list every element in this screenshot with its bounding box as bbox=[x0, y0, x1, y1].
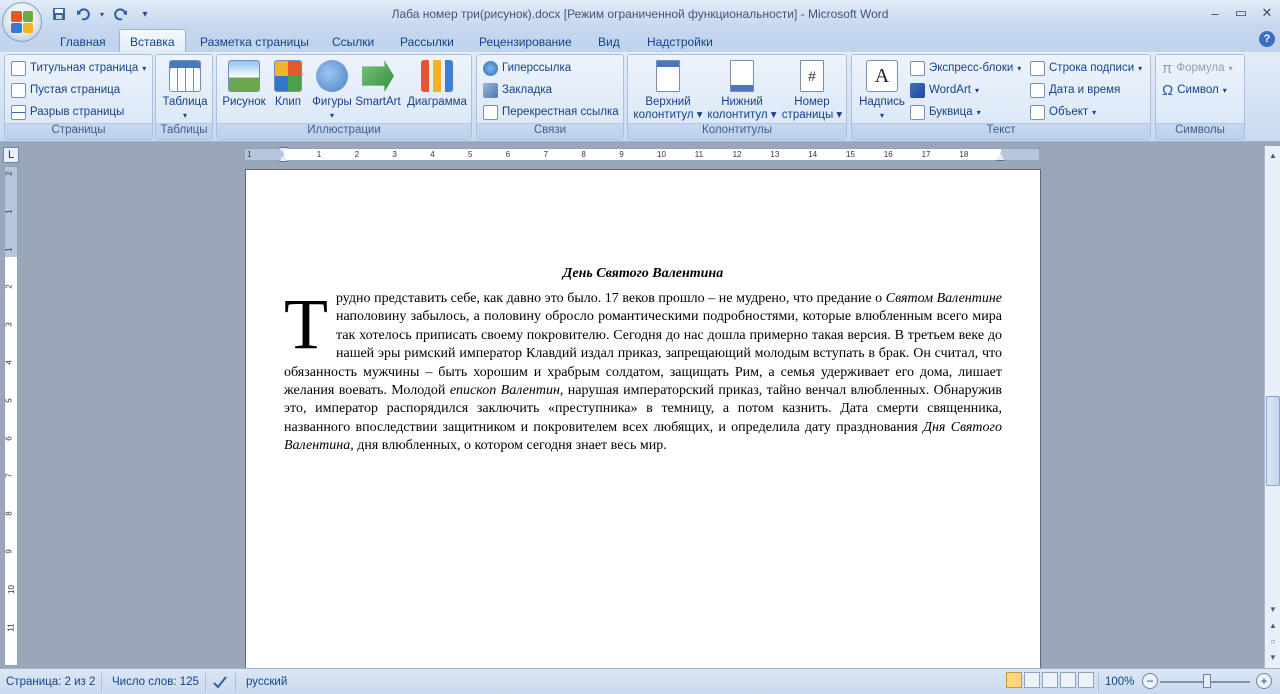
object-button[interactable]: Объект ▾ bbox=[1030, 102, 1096, 122]
next-page-icon[interactable]: ▼ bbox=[1269, 652, 1277, 662]
dropcap-letter: Т bbox=[284, 284, 328, 364]
title-bar bbox=[0, 0, 1280, 28]
ruler-tick-label: 9 bbox=[4, 549, 14, 554]
ribbon-tabs bbox=[0, 28, 1280, 52]
dropdown-arrow-icon: ▾ bbox=[182, 111, 187, 120]
ruler-tick-label: 5 bbox=[4, 398, 14, 403]
page-number-icon: # bbox=[800, 60, 824, 92]
draft-view-icon[interactable] bbox=[1078, 672, 1094, 688]
picture-icon bbox=[228, 60, 260, 92]
right-margin-zone bbox=[1001, 149, 1039, 160]
help-icon[interactable]: ? bbox=[1259, 31, 1275, 47]
table-icon bbox=[169, 60, 201, 92]
ruler-tick-label: 3 bbox=[4, 322, 14, 327]
ruler-tick-label: 14 bbox=[808, 150, 818, 159]
ruler-tick-label: 1 bbox=[247, 150, 252, 159]
horizontal-ruler[interactable] bbox=[244, 148, 1040, 161]
tab-home[interactable]: Главная bbox=[60, 35, 106, 49]
ruler-bar bbox=[0, 143, 1280, 166]
shapes-icon bbox=[316, 60, 348, 92]
quick-access-toolbar bbox=[50, 5, 154, 23]
ruler-tick-label: 18 bbox=[959, 150, 969, 159]
zoom-in-button[interactable]: + bbox=[1256, 673, 1272, 689]
office-logo-icon bbox=[11, 11, 33, 33]
window-title: Лаба номер три(рисунок).docx [Режим ограниченной функциональности] - Microsoft Word bbox=[391, 7, 889, 21]
ruler-tick-label: 6 bbox=[505, 150, 511, 159]
group-header-footer bbox=[627, 54, 847, 140]
group-links bbox=[476, 54, 624, 140]
customize-icon[interactable]: ▾ bbox=[142, 8, 148, 20]
object-icon bbox=[1030, 105, 1045, 120]
ruler-tick-label: 10 bbox=[6, 584, 16, 594]
scroll-down-icon[interactable]: ▼ bbox=[1269, 604, 1277, 614]
scroll-thumb[interactable] bbox=[1266, 396, 1280, 486]
signature-line-button[interactable]: Строка подписи ▾ bbox=[1030, 58, 1142, 78]
dropdown-arrow-icon: ▾ bbox=[974, 85, 979, 95]
bookmark-button[interactable]: Закладка bbox=[483, 80, 552, 100]
chart-button[interactable]: Диаграмма bbox=[405, 57, 469, 109]
pi-icon: π bbox=[1162, 59, 1173, 77]
quick-parts-icon bbox=[910, 61, 925, 76]
date-time-button[interactable]: Дата и время bbox=[1030, 80, 1120, 100]
bookmark-icon bbox=[483, 83, 498, 98]
language-indicator[interactable]: русский bbox=[246, 676, 288, 688]
omega-icon: Ω bbox=[1162, 81, 1174, 99]
clipart-button[interactable]: Клип bbox=[269, 57, 307, 109]
group-pages bbox=[4, 54, 153, 140]
textbox-button[interactable]: A Надпись ▾ bbox=[856, 57, 908, 122]
picture-button[interactable]: Рисунок bbox=[221, 57, 267, 109]
ruler-tick-label: 8 bbox=[581, 150, 586, 159]
wordart-icon bbox=[910, 83, 925, 98]
ruler-tick-label: 1 bbox=[316, 150, 322, 159]
ruler-tick-label: 5 bbox=[468, 150, 473, 159]
shapes-button[interactable]: Фигуры ▾ bbox=[309, 57, 355, 122]
document-paragraph[interactable]: Трудно представить себе, как давно это было. 17 веков прошло – не мудрено, что предание о Святом Валентине наполовину забылось, а половину обросло романтическими подробностями, которые влюбленным всего мира так хотелось приписать своему покровителю. Сегодня до нас дошла примерно такая версия. В третьем веке до нашей эры римский император Клавдий издал приказ, запрещающий молодым вступать в брак. Он считал, что обязанность мужчины – быть хорошим и храбрым солдатом, защищать Рим, а семья удерживает его дома, лишает желания воевать. Молодой епископ Валентин, нарушая императорский приказ, тайно венчал влюбленных. Обнаружив это, император распорядился заключить «преступника» в темницу, а потом казнить. Дата смерти священника, названного впоследствии защитником и покровителем всех любящих, и определила дату празднования Дня Святого Валентина, дня влюбленных, о котором сегодня знает весь мир. bbox=[284, 284, 1003, 454]
ruler-tick-label: 4 bbox=[430, 150, 435, 159]
ruler-tick-label: 4 bbox=[4, 360, 14, 365]
ribbon bbox=[0, 52, 1280, 142]
ruler-tick-label: 7 bbox=[543, 150, 549, 159]
group-label: Связи bbox=[477, 123, 623, 139]
save-icon[interactable] bbox=[50, 5, 68, 23]
zoom-level[interactable]: 100% bbox=[1098, 673, 1140, 691]
page-number-button[interactable]: # Номер страницы ▾ bbox=[780, 57, 844, 122]
cover-page-button[interactable]: Титульная страница ▾ bbox=[11, 58, 146, 78]
vertical-scrollbar[interactable] bbox=[1264, 146, 1280, 668]
ruler-tick-label: 15 bbox=[846, 150, 855, 159]
dropdown-arrow-icon: ▾ bbox=[1138, 63, 1143, 73]
chart-icon bbox=[421, 60, 453, 92]
redo-icon[interactable] bbox=[112, 5, 130, 23]
ruler-tick-label: 11 bbox=[6, 622, 16, 632]
window-controls bbox=[1202, 0, 1280, 26]
ruler-tick-label: 16 bbox=[883, 150, 893, 159]
hyperlink-button[interactable]: Гиперссылка bbox=[483, 58, 571, 78]
smartart-icon bbox=[362, 60, 394, 92]
cross-reference-button[interactable]: Перекрестная ссылка bbox=[483, 102, 619, 122]
tab-mailings[interactable]: Рассылки bbox=[400, 35, 454, 49]
group-label: Символы bbox=[1156, 123, 1244, 139]
browse-object-icon[interactable]: ○ bbox=[1270, 636, 1276, 646]
blank-page-icon bbox=[11, 83, 26, 98]
signature-icon bbox=[1030, 61, 1045, 76]
ruler-tick-label: 8 bbox=[4, 511, 14, 516]
dropdown-arrow-icon: ▾ bbox=[1222, 85, 1227, 95]
tab-selector[interactable]: L bbox=[3, 147, 19, 163]
outline-view-icon[interactable] bbox=[1060, 672, 1076, 688]
tab-review[interactable]: Рецензирование bbox=[479, 35, 572, 49]
calendar-icon bbox=[1030, 83, 1045, 98]
tab-references[interactable]: Ссылки bbox=[332, 35, 375, 49]
zoom-slider-thumb[interactable] bbox=[1203, 674, 1211, 688]
proofing-icon[interactable] bbox=[206, 673, 236, 691]
ruler-tick-label: 2 bbox=[4, 284, 14, 290]
scroll-up-icon[interactable]: ▲ bbox=[1269, 150, 1277, 160]
document-area bbox=[22, 166, 1264, 668]
cross-reference-icon bbox=[483, 105, 498, 120]
header-icon bbox=[656, 60, 680, 92]
wordart-button[interactable]: WordArt ▾ bbox=[910, 80, 979, 100]
footer-icon bbox=[730, 60, 754, 92]
tab-view[interactable]: Вид bbox=[598, 35, 620, 49]
word-count[interactable]: Число слов: 125 bbox=[106, 673, 206, 691]
group-symbols bbox=[1155, 54, 1245, 140]
page-break-button[interactable]: Разрыв страницы bbox=[11, 102, 124, 122]
dropcap-button[interactable]: Буквица ▾ bbox=[910, 102, 981, 122]
undo-icon[interactable] bbox=[74, 5, 92, 23]
zoom-out-button[interactable]: − bbox=[1142, 673, 1158, 689]
ruler-tick-label: 6 bbox=[4, 435, 14, 441]
textbox-icon: A bbox=[866, 60, 898, 92]
group-label: Таблицы bbox=[156, 123, 212, 139]
full-screen-reading-view-icon[interactable] bbox=[1024, 672, 1040, 688]
vertical-ruler[interactable] bbox=[4, 166, 18, 666]
ruler-tick-label: 10 bbox=[657, 150, 666, 159]
ruler-tick-label: 3 bbox=[392, 150, 397, 159]
dropdown-arrow-icon: ▾ bbox=[976, 107, 981, 117]
dropdown-arrow-icon: ▾ bbox=[1228, 63, 1233, 73]
globe-icon bbox=[483, 61, 498, 76]
previous-page-icon[interactable]: ▲ bbox=[1269, 620, 1277, 630]
dropdown-arrow-icon: ▾ bbox=[1017, 63, 1022, 73]
ruler-tick-label: 12 bbox=[732, 150, 742, 159]
dropdown-arrow-icon: ▾ bbox=[879, 111, 884, 120]
maximize-button[interactable]: ▭ bbox=[1234, 5, 1248, 20]
tab-addins[interactable]: Надстройки bbox=[647, 35, 713, 49]
dropdown-arrow-icon: ▾ bbox=[329, 111, 334, 120]
ruler-tick-label: 2 bbox=[354, 150, 360, 159]
ruler-tick-label: 1 bbox=[4, 246, 14, 252]
dropdown-arrow-icon: ▾ bbox=[1092, 107, 1097, 117]
ruler-tick-label: 11 bbox=[694, 150, 704, 159]
page-break-icon bbox=[11, 105, 26, 120]
print-layout-view-icon[interactable] bbox=[1006, 672, 1022, 688]
symbol-button[interactable]: Ω Символ ▾ bbox=[1162, 81, 1227, 99]
equation-button[interactable]: π Формула ▾ bbox=[1162, 59, 1233, 77]
group-illustrations bbox=[216, 54, 472, 140]
blank-page-button[interactable]: Пустая страница bbox=[11, 80, 120, 100]
group-label: Текст bbox=[852, 123, 1150, 139]
page-indicator[interactable]: Страница: 2 из 2 bbox=[0, 673, 102, 691]
cover-page-icon bbox=[11, 61, 26, 76]
office-button[interactable] bbox=[2, 2, 42, 42]
ruler-tick-label: 1 bbox=[4, 209, 14, 214]
group-text bbox=[851, 54, 1151, 140]
document-heading: День Святого Валентина bbox=[562, 266, 724, 281]
dropcap-icon bbox=[910, 105, 925, 120]
quick-parts-button[interactable]: Экспресс-блоки ▾ bbox=[910, 58, 1021, 78]
tab-page-layout[interactable]: Разметка страницы bbox=[200, 35, 309, 49]
close-button[interactable]: ✕ bbox=[1261, 5, 1273, 20]
ruler-tick-label: 13 bbox=[770, 150, 780, 159]
ruler-tick-label: 2 bbox=[4, 171, 14, 176]
minimize-button[interactable]: ‒ bbox=[1211, 5, 1219, 21]
header-button[interactable]: Верхний колонтитул ▾ bbox=[630, 57, 706, 122]
group-label: Колонтитулы bbox=[628, 123, 846, 139]
web-layout-view-icon[interactable] bbox=[1042, 672, 1058, 688]
group-label: Страницы bbox=[5, 123, 152, 139]
group-tables bbox=[155, 54, 213, 140]
footer-button[interactable]: Нижний колонтитул ▾ bbox=[704, 57, 780, 122]
group-label: Иллюстрации bbox=[217, 123, 471, 139]
smartart-button[interactable]: SmartArt bbox=[355, 57, 401, 109]
tab-insert[interactable]: Вставка bbox=[119, 29, 186, 53]
ruler-tick-label: 9 bbox=[619, 150, 624, 159]
dropdown-arrow-icon: ▾ bbox=[142, 63, 147, 73]
document-page[interactable] bbox=[245, 169, 1041, 668]
table-button[interactable]: Таблица ▾ bbox=[160, 57, 210, 122]
undo-dropdown-icon[interactable]: ▾ bbox=[99, 9, 104, 19]
clipart-icon bbox=[274, 60, 302, 92]
status-bar bbox=[0, 668, 1280, 694]
ruler-tick-label: 17 bbox=[921, 150, 931, 159]
ruler-tick-label: 7 bbox=[4, 473, 14, 479]
